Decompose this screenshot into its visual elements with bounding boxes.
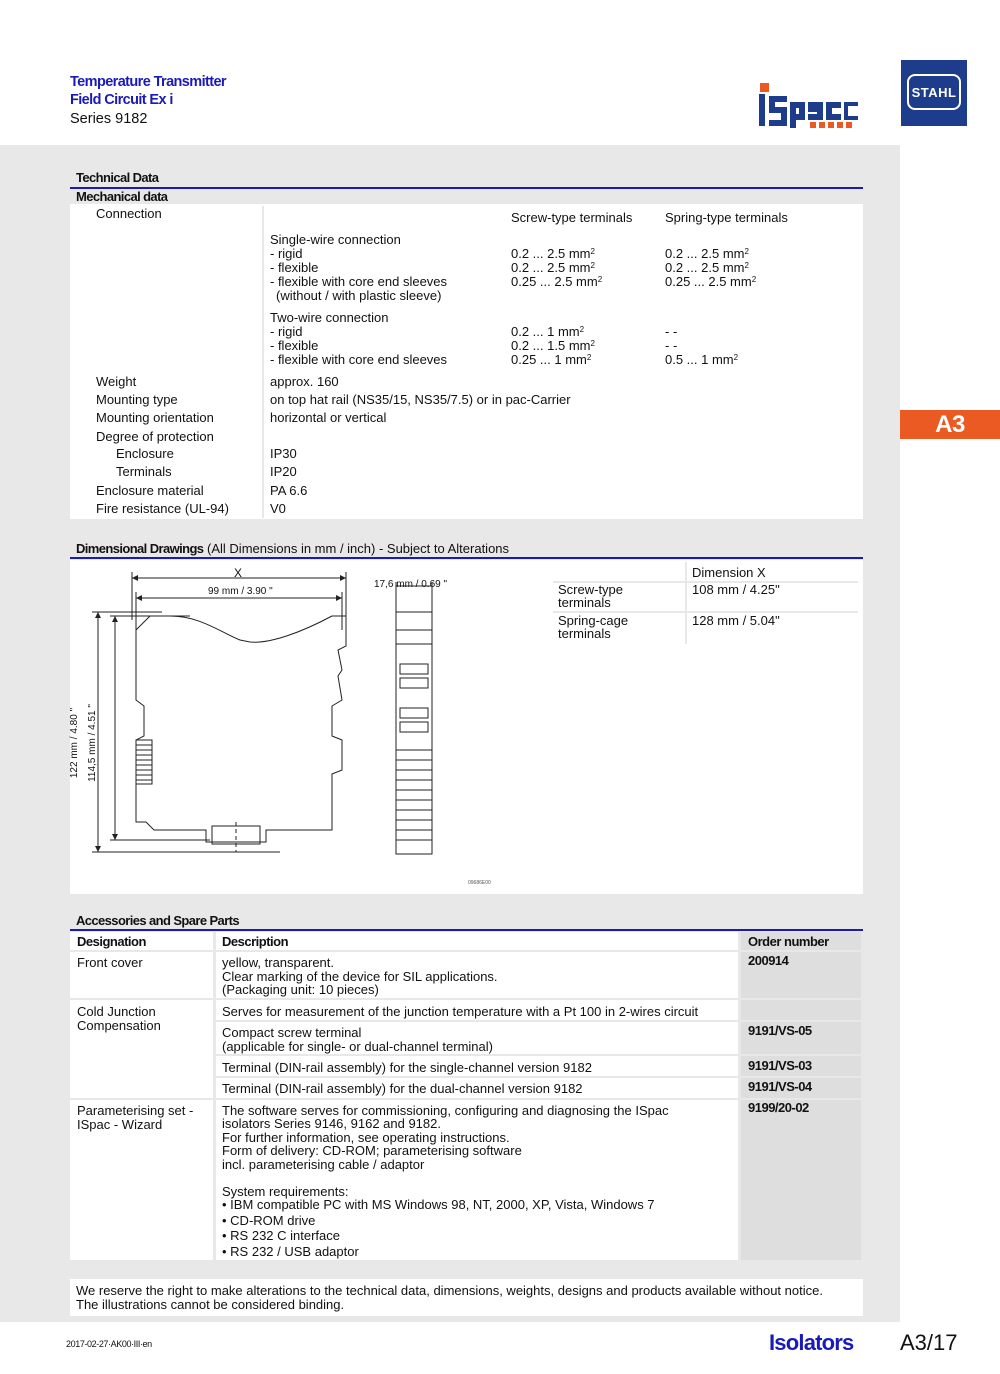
single-sleeves-label: - flexible with core end sleeves — [270, 274, 448, 289]
weight-label: Weight — [96, 374, 137, 389]
front-cover-desc-2: Clear marking of the device for SIL applications. — [222, 969, 498, 984]
param-designation-1: Parameterising set - — [77, 1103, 194, 1118]
terminals-label: Terminals — [116, 464, 172, 479]
stahl-logo-text: STAHL — [907, 74, 961, 110]
param-order: 9199/20-02 — [748, 1100, 809, 1115]
accessories-heading: Accessories and Spare Parts — [76, 913, 240, 928]
cjc-single-order: 9191/VS-03 — [748, 1058, 812, 1073]
single-flexible-label: - flexible — [270, 260, 319, 275]
cjc-designation-2: Compensation — [77, 1018, 161, 1033]
two-rigid-spring: - - — [665, 324, 678, 339]
terminals-value: IP20 — [270, 464, 297, 479]
cjc-dual-desc: Terminal (DIN-rail assembly) for the dual-channel version 9182 — [222, 1081, 583, 1096]
mounting-type-value: on top hat rail (NS35/15, NS35/7.5) or in pac-Carrier — [270, 392, 571, 407]
front-cover-order: 200914 — [748, 953, 789, 968]
spring-type-header: Spring-type terminals — [665, 210, 788, 225]
screw-type-header: Screw-type terminals — [511, 210, 633, 225]
width-dimension-label: 99 mm / 3.90 " — [208, 586, 273, 597]
sysreq-item: • RS 232 / USB adaptor — [222, 1244, 359, 1259]
spring-cage-dim-label: Spring-cage terminals — [558, 613, 629, 641]
param-desc-4: Form of delivery: CD-ROM; parameterising software — [222, 1143, 522, 1158]
section-rule — [70, 929, 863, 931]
cjc-compact-desc-2: (applicable for single- or dual-channel terminal) — [222, 1039, 493, 1054]
description-header: Description — [222, 934, 289, 949]
cjc-dual-order: 9191/VS-04 — [748, 1079, 812, 1094]
product-title-line2: Field Circuit Ex i — [70, 92, 173, 108]
single-rigid-spring: 0.2 ... 2.5 $mm^2$ — [665, 246, 749, 261]
disclaimer-line-2: The illustrations cannot be considered binding. — [76, 1297, 345, 1312]
stahl-logo — [901, 60, 967, 126]
spring-cage-dim-value: 128 mm / 5.04" — [692, 613, 780, 628]
enclosure-material-label: Enclosure material — [96, 483, 204, 498]
param-desc-2: isolators Series 9146, 9162 and 9182. — [222, 1116, 441, 1131]
single-sleeves-spring: 0.25 ... 2.5 $mm^2$ — [665, 274, 757, 289]
mounting-type-label: Mounting type — [96, 392, 178, 407]
dimensional-drawings-heading: Dimensional Drawings (All Dimensions in mm / inch) - Subject to Alterations — [76, 541, 510, 556]
screw-type-dim-label: Screw-type terminals — [558, 582, 624, 610]
front-cover-desc-1: yellow, transparent. — [222, 955, 335, 970]
side-width-dimension-label: 17,6 mm / 0.69 " — [374, 579, 448, 590]
cjc-desc-top: Serves for measurement of the junction temperature with a Pt 100 in 2-wires circuit — [222, 1004, 699, 1019]
two-sleeves-spring: 0.5 ... 1 $mm^2$ — [665, 352, 739, 367]
two-wire-heading: Two-wire connection — [270, 310, 389, 325]
single-wire-heading: Single-wire connection — [270, 232, 401, 247]
cjc-compact-desc-1: Compact screw terminal — [222, 1025, 362, 1040]
height-dimension-1: 122 mm / 4.80 " — [69, 707, 81, 779]
two-flexible-label: - flexible — [270, 338, 319, 353]
param-desc-3: For further information, see operating instructions. — [222, 1130, 510, 1145]
fire-resistance-value: V0 — [270, 501, 286, 516]
technical-data-heading: Technical Data — [76, 170, 159, 185]
sysreq-title: System requirements: — [222, 1184, 349, 1199]
mechanical-data-heading: Mechanical data — [76, 189, 168, 204]
param-desc-5: incl. parameterising cable / adaptor — [222, 1157, 425, 1172]
ispac-logo-text: ISpac — [757, 82, 760, 83]
drawing-code: 09686E00 — [468, 880, 491, 886]
mechanical-data-panel — [70, 204, 863, 519]
document-date-code: 2017-02-27·AK00·III·en — [66, 1339, 152, 1349]
device-drawing — [70, 560, 550, 894]
single-sleeves-note: (without / with plastic sleeve) — [276, 288, 442, 303]
single-flexible-spring: 0.2 ... 2.5 $mm^2$ — [665, 260, 749, 275]
table-header-cell — [216, 932, 738, 950]
cjc-single-desc: Terminal (DIN-rail assembly) for the single-channel version 9182 — [222, 1060, 592, 1075]
drawings-panel — [70, 560, 863, 894]
page-number: A3/17 — [900, 1330, 958, 1355]
fire-resistance-label: Fire resistance (UL-94) — [96, 501, 229, 516]
sysreq-item: • IBM compatible PC with MS Windows 98, NT, 2000, XP, Vista, Windows 7 — [222, 1197, 655, 1212]
dimension-x-header: Dimension X — [692, 565, 766, 580]
order-number-header: Order number — [748, 934, 829, 949]
mounting-orientation-value: horizontal or vertical — [270, 410, 387, 425]
single-rigid-screw: 0.2 ... 2.5 $mm^2$ — [511, 246, 595, 261]
cjc-designation-1: Cold Junction — [77, 1004, 156, 1019]
front-cover-designation: Front cover — [77, 955, 143, 970]
connection-label: Connection — [96, 206, 162, 221]
sysreq-item: • RS 232 C interface — [222, 1228, 341, 1243]
section-rule — [70, 557, 863, 559]
two-rigid-label: - rigid — [270, 324, 303, 339]
disclaimer-box — [70, 1279, 863, 1316]
protection-label: Degree of protection — [96, 429, 214, 444]
column-divider — [262, 206, 264, 518]
single-flexible-screw: 0.2 ... 2.5 $mm^2$ — [511, 260, 595, 275]
param-desc-1: The software serves for commissioning, configuring and diagnosing the ISpac — [222, 1103, 669, 1118]
disclaimer-line-1: We reserve the right to make alterations to the technical data, dimensions, weights, designs and products available without notice. — [76, 1283, 823, 1298]
enclosure-value: IP30 — [270, 446, 297, 461]
sysreq-item: • CD-ROM drive — [222, 1213, 316, 1228]
enclosure-material-value: PA 6.6 — [270, 483, 308, 498]
single-rigid-label: - rigid — [270, 246, 303, 261]
weight-value: approx. 160 — [270, 374, 339, 389]
two-rigid-screw: 0.2 ... 1 $mm^2$ — [511, 324, 585, 339]
section-rule — [70, 187, 863, 189]
two-sleeves-screw: 0.25 ... 1 $mm^2$ — [511, 352, 592, 367]
two-flexible-spring: - - — [665, 338, 678, 353]
cjc-compact-order: 9191/VS-05 — [748, 1023, 812, 1038]
footer-category: Isolators — [769, 1330, 854, 1355]
mounting-orientation-label: Mounting orientation — [96, 410, 214, 425]
two-sleeves-label: - flexible with core end sleeves — [270, 352, 448, 367]
screw-type-dim-value: 108 mm / 4.25" — [692, 582, 780, 597]
table-row — [741, 1000, 861, 1020]
dim-table-divider — [685, 562, 687, 644]
x-dimension-label: X — [234, 566, 243, 580]
height-dimension-2: 114,5 mm / 4.51 " — [86, 704, 98, 782]
designation-header: Designation — [77, 934, 146, 949]
enclosure-label: Enclosure — [116, 446, 174, 461]
section-tab-a3: A3 — [900, 410, 1000, 439]
product-title-line1: Temperature Transmitter — [70, 74, 226, 90]
two-flexible-screw: 0.2 ... 1.5 $mm^2$ — [511, 338, 595, 353]
param-designation-2: ISpac - Wizard — [77, 1117, 163, 1132]
ispac-logo — [757, 82, 861, 130]
single-sleeves-screw: 0.25 ... 2.5 $mm^2$ — [511, 274, 603, 289]
table-row — [741, 1100, 861, 1260]
product-series: Series 9182 — [70, 111, 148, 127]
front-cover-desc-3: (Packaging unit: 10 pieces) — [222, 982, 379, 997]
